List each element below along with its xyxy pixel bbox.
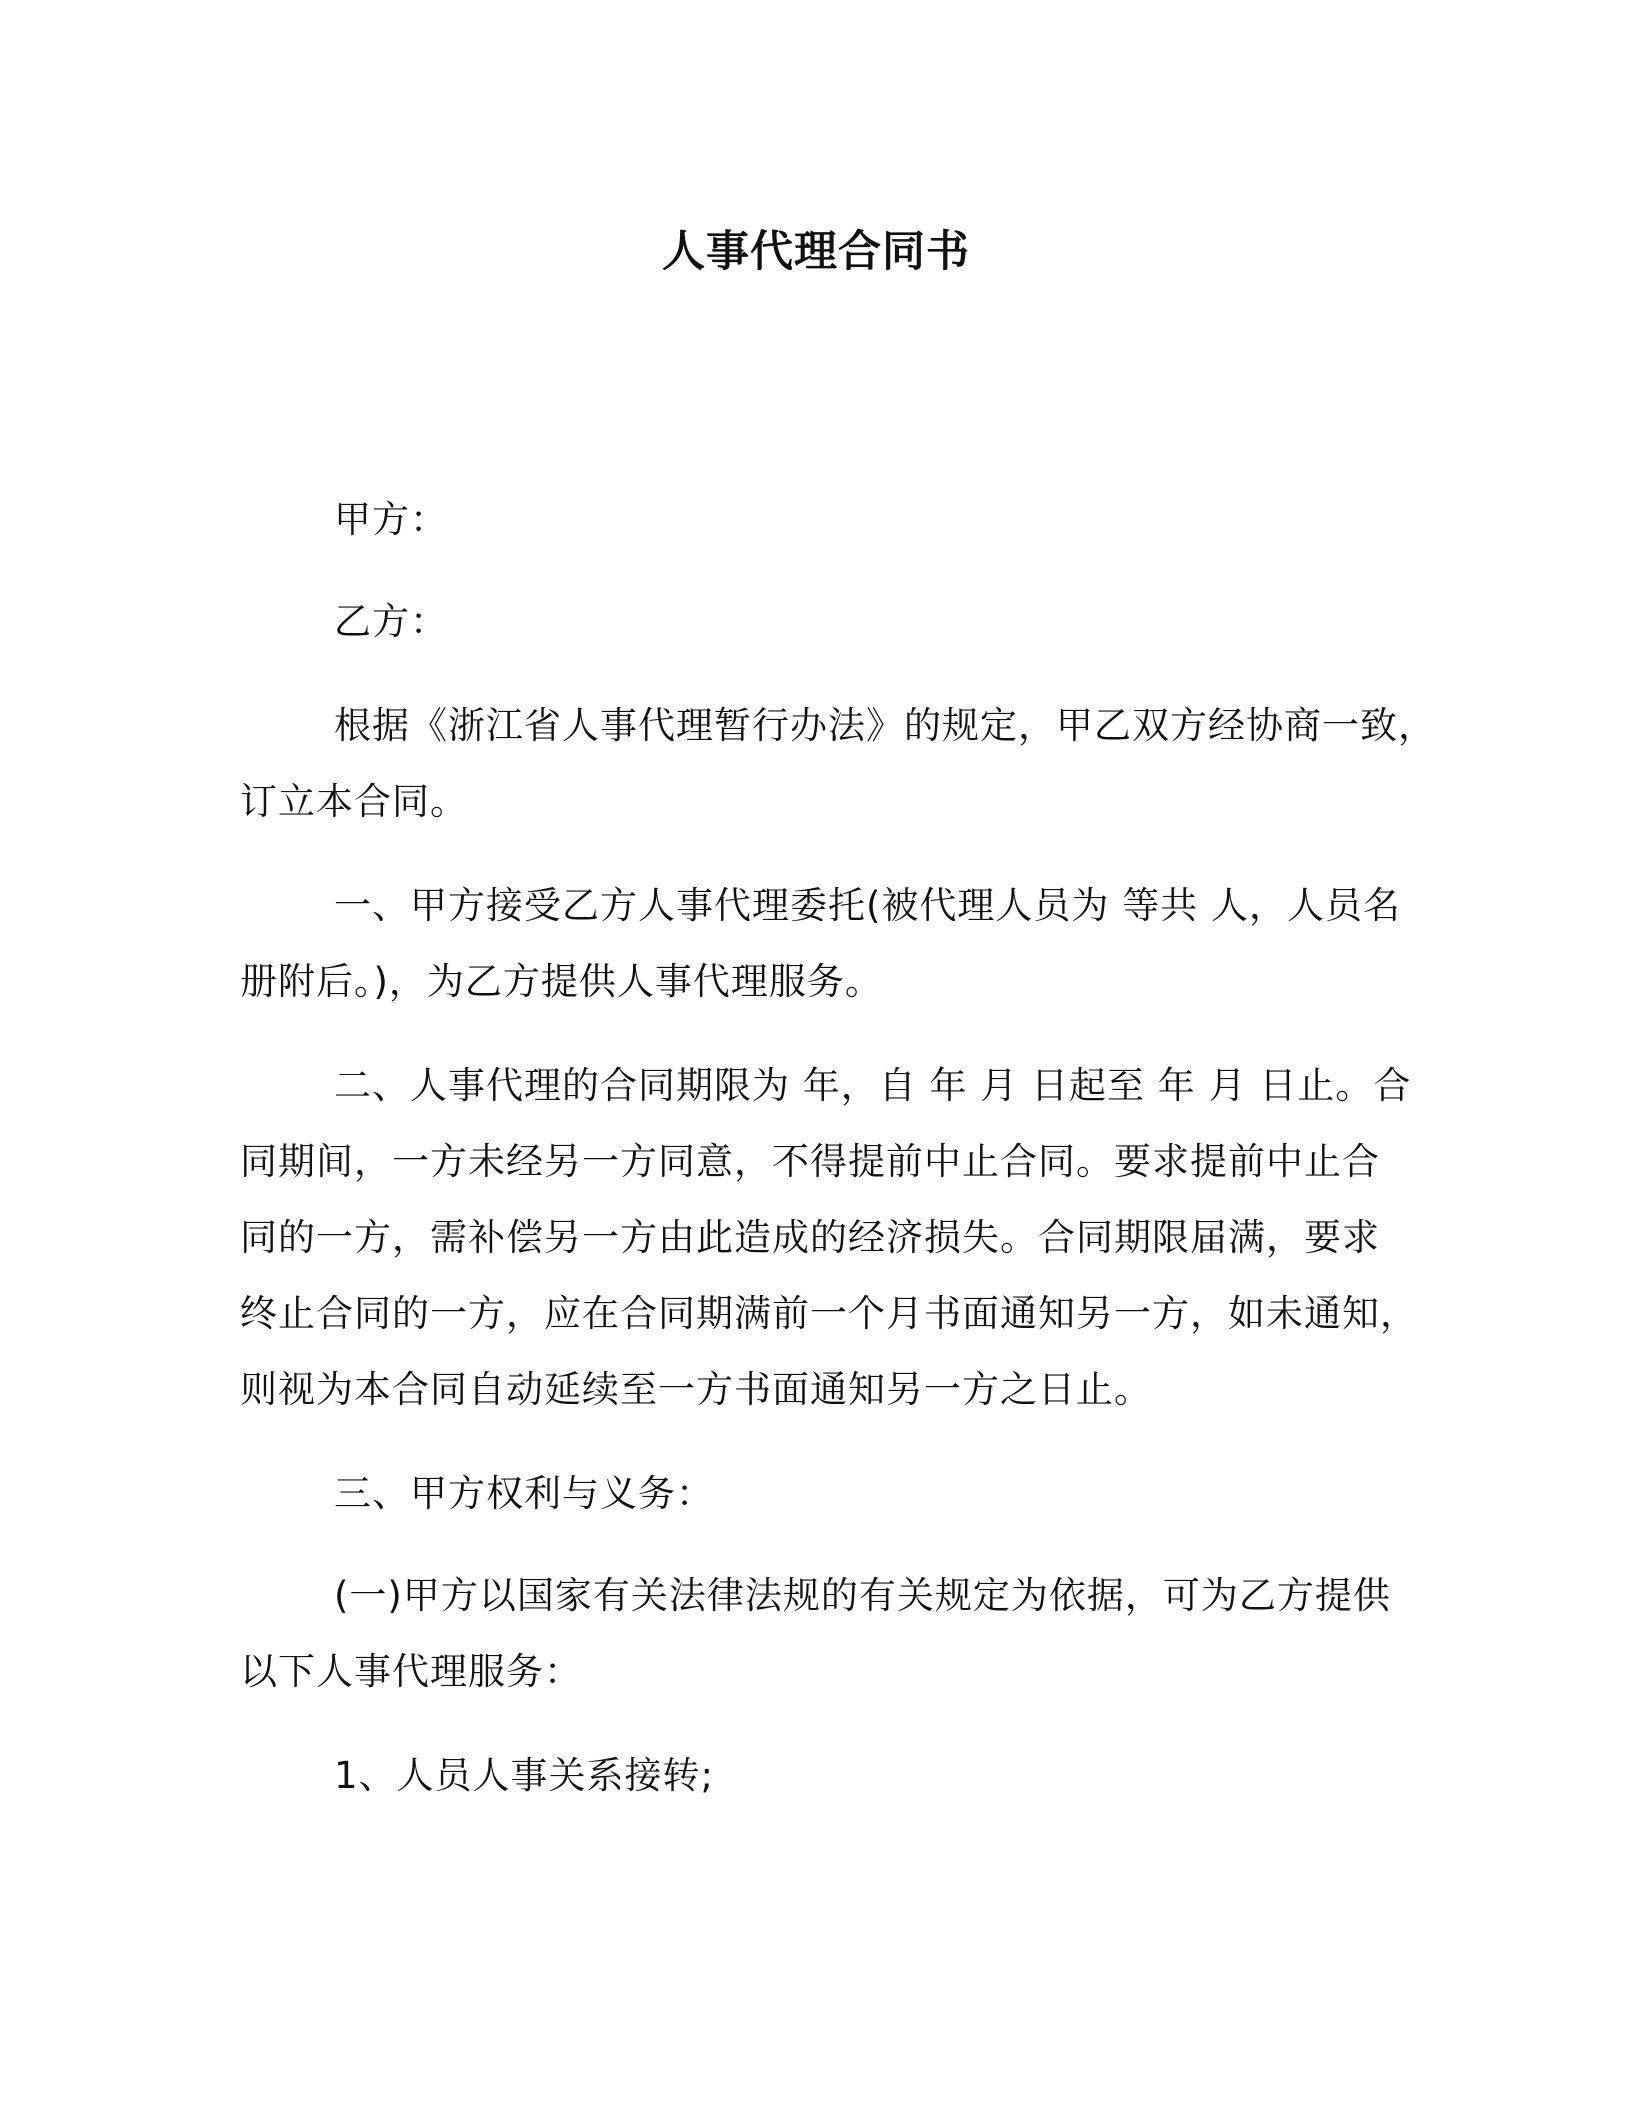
intro-line-1: 根据《浙江省人事代理暂行办法》的规定，甲乙双方经协商一致， (334, 704, 1436, 747)
clause-2-line-4: 终止合同的一方，应在合同期满前一个月书面通知另一方，如未通知， (240, 1292, 1418, 1335)
clause-1-line-2: 册附后。)，为乙方提供人事代理服务。 (240, 960, 883, 1003)
clause-2-line-1: 二、人事代理的合同期限为 年，自 年 月 日起至 年 月 日止。合 (334, 1064, 1412, 1107)
party-a-label: 甲方： (334, 498, 448, 541)
clause-1-line-1: 一、甲方接受乙方人事代理委托(被代理人员为 等共 人，人员名 (334, 884, 1401, 927)
clause-3-item-1-line-2: 以下人事代理服务： (240, 1650, 582, 1693)
clause-2-line-3: 同的一方，需补偿另一方由此造成的经济损失。合同期限届满，要求 (240, 1216, 1380, 1259)
clause-2-line-5: 则视为本合同自动延续至一方书面通知另一方之日止。 (240, 1368, 1152, 1411)
clause-3-sub-item-1: 1、人员人事关系接转; (334, 1754, 715, 1797)
party-b-label: 乙方： (334, 600, 448, 643)
document-title: 人事代理合同书 (662, 227, 970, 277)
clause-2-line-2: 同期间，一方未经另一方同意，不得提前中止合同。要求提前中止合 (240, 1140, 1380, 1183)
clause-3-heading: 三、甲方权利与义务： (334, 1472, 714, 1515)
intro-line-2: 订立本合同。 (240, 780, 468, 823)
clause-3-item-1-line-1: (一)甲方以国家有关法律法规的有关规定为依据，可为乙方提供 (334, 1574, 1391, 1617)
